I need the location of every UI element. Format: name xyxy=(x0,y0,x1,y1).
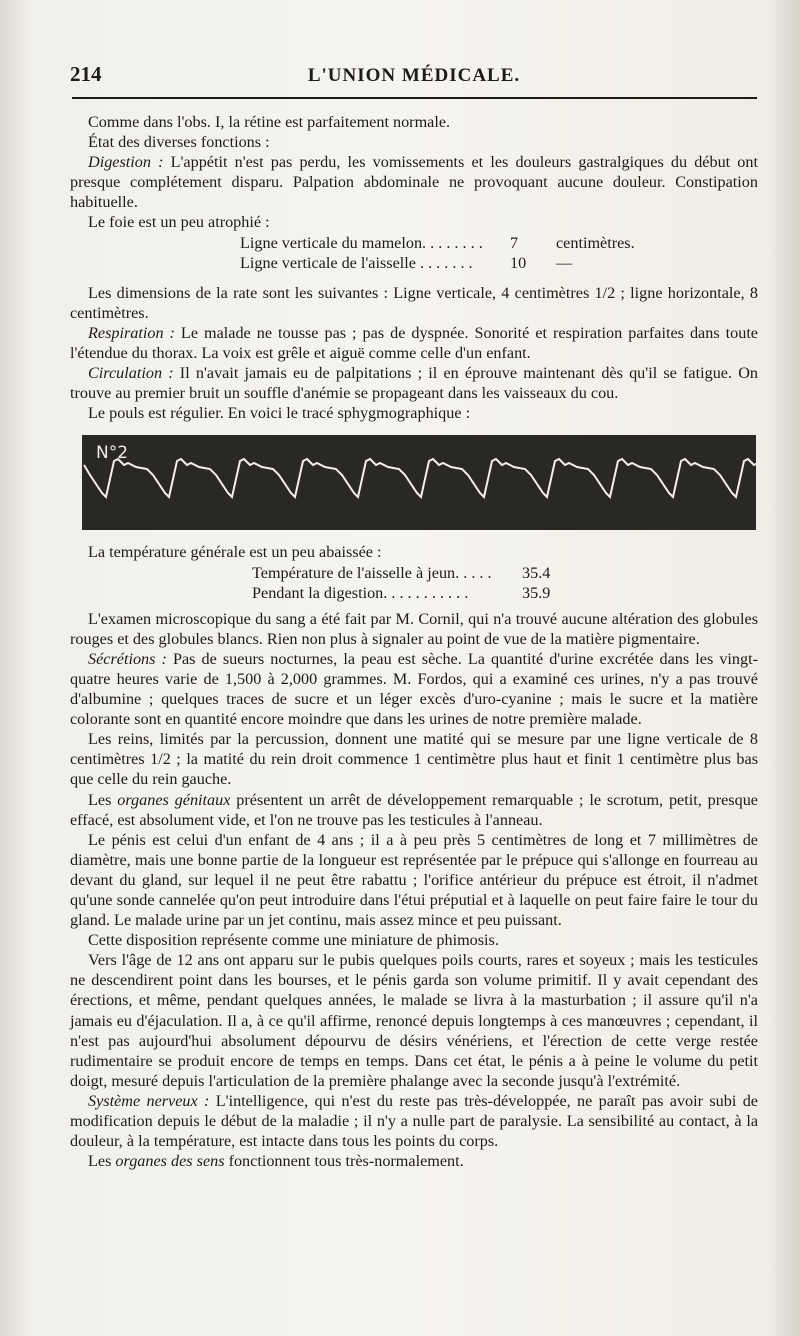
header-rule xyxy=(72,97,757,99)
paragraph: Vers l'âge de 12 ans ont apparu sur le pubis quelques poils courts, rares et soyeux ; mais les testicules ne descendirent point dans les bourses, et le pénis garda son volume primitif. Il y avait cependant des érections, et même, pendant quelques années, le malade se livra à la masturbation ; il assure qu'il n'a jamais eu d'éjaculation. Il a, à ce qu'il affirme, renoncé depuis longtemps à ces manœuvres ; cependant, il n'est pas aujourd'hui absolument dépourvu de désirs vénériens, et l'érection de cette verge restée rudimentaire se produit encore de temps en temps. Dans cet état, le pénis a à peine le volume du petit doigt, mesuré depuis l'articulation de la première phalange avec la seconde jusqu'à l'extrémité. xyxy=(70,951,758,1090)
sphygmograph-tracing xyxy=(82,435,756,530)
section-label: organes des sens xyxy=(115,1152,225,1171)
section-label: Sécrétions : xyxy=(88,649,167,668)
measure-value: 10 xyxy=(510,253,527,272)
measure-label: Pendant la digestion. . . . . . . . . . . xyxy=(252,583,469,602)
running-title: L'UNION MÉDICALE. xyxy=(307,65,521,86)
liver-measurements xyxy=(240,233,758,273)
paragraph-text: fonctionnent tous très-normalement. xyxy=(224,1152,464,1171)
paragraph-text: présentent un arrêt de développement remarquable ; le scrotum, petit, presque effacé, est absolument vide, et l'on ne trouve pas les testicules à l'anneau. xyxy=(70,790,758,829)
paragraph-secretions xyxy=(70,649,758,729)
paragraph-circulation xyxy=(70,363,758,403)
section-label: Système nerveux : xyxy=(88,1091,210,1110)
section-label: organes génitaux xyxy=(117,790,231,809)
measure-label: Ligne verticale du mamelon. . . . . . . . xyxy=(240,233,483,252)
measure-unit: — xyxy=(556,253,573,272)
article-body xyxy=(70,112,758,1171)
paragraph: Les reins, limités par la percussion, donnent une matité qui se mesure par une ligne verticale de 8 centimètres 1/2 ; la matité du rein droit commence 1 centimètre plus haut et finit 1 centimètre plus bas que celle du rein gauche. xyxy=(70,730,758,789)
paragraph-senses: Les organes des sens fonctionnent tous très-normalement. xyxy=(88,1152,464,1171)
temperature-measurements xyxy=(252,563,758,603)
page-number: 214 xyxy=(70,62,102,86)
paragraph: État des diverses fonctions : xyxy=(88,133,270,152)
paragraph: Le foie est un peu atrophié : xyxy=(88,213,270,232)
paragraph: L'examen microscopique du sang a été fait par M. Cornil, qui n'a trouvé aucune altération des globules rouges et des globules blancs. Rien non plus à signaler au point de vue de la matière pigmentaire. xyxy=(70,609,758,648)
page-header xyxy=(70,62,758,92)
paragraph: Le pouls est régulier. En voici le tracé sphygmographique : xyxy=(88,404,471,423)
paragraph: La température générale est un peu abaissée : xyxy=(88,543,382,562)
paragraph-text: Le malade ne tousse pas ; pas de dyspnée. Sonorité et respiration parfaites dans toute l'étendue du thorax. La voix est grêle et aiguë comme celle d'un enfant. xyxy=(70,323,758,363)
section-label: Respiration : xyxy=(88,323,175,342)
paragraph-respiration xyxy=(70,323,758,363)
paragraph: Le pénis est celui d'un enfant de 4 ans ; il a à peu près 5 centimètres de long et 7 millimètres de diamètre, mais une bonne partie de la longueur est représentée par le prépuce qui s'allonge en fourreau au devant du gland, sur lequel il ne peut être rabattu ; l'orifice antérieur du prépuce est étroit, il n'admet qu'une sonde cannelée qu'on peut introduire dans l'étui préputial et à laquelle on peut faire faire le tour du gland. Le malade urine par un jet continu, mais assez mince et peu puissant. xyxy=(70,830,758,930)
measure-value: 35.9 xyxy=(522,583,551,602)
paragraph-text: L'intelligence, qui n'est du reste pas très-développée, ne paraît pas avoir subi de modification depuis le début de la maladie ; il n'y a nulle part de paralysie. La sensibilité au contact, à la douleur, à la température, est intacte dans tous les points du corps. xyxy=(70,1091,758,1151)
paragraph: Les dimensions de la rate sont les suivantes : Ligne verticale, 4 centimètres 1/2 ; ligne horizontale, 8 centimètres. xyxy=(70,283,758,322)
section-label: Digestion : xyxy=(88,153,164,172)
section-label: Circulation : xyxy=(88,364,174,383)
pulse-waveform xyxy=(82,435,756,530)
paragraph-text: Pas de sueurs nocturnes, la peau est sèche. La quantité d'urine excrétée dans les vingt-quatre heures varie de 1,500 à 2,000 grammes. M. Fordos, qui a examiné ces urines, n'y a pas trouvé d'albumine ; quelques traces de sucre et un léger excès d'uro-cyanine ; mais le sucre et la matière colorante sont en quantité encore moindre que dans les urines de notre première malade. xyxy=(70,649,758,729)
paragraph-text: L'appétit n'est pas perdu, les vomissements et les douleurs gastralgiques du début ont presque complétement disparu. Palpation abdominale ne provoquant aucune douleur. Constipation habituelle. xyxy=(70,153,758,212)
paragraph-nervous xyxy=(70,1091,758,1151)
paragraph-genital: Les organes génitaux présentent un arrêt de développement remarquable ; le scrotum, petit, presque effacé, est absolument vide, et l'on ne trouve pas les testicules à l'anneau. xyxy=(70,790,758,829)
measure-value: 7 xyxy=(510,233,519,252)
measure-label: Ligne verticale de l'aisselle . . . . . . . xyxy=(240,253,473,272)
measure-unit: centimètres. xyxy=(556,233,635,252)
paragraph-digestion xyxy=(70,152,758,212)
paragraph-text: Il n'avait jamais eu de palpitations ; il en éprouve maintenant dès qu'il se fatigue. On trouve au premier bruit un souffle d'anémie se propageant dans les vaisseaux du cou. xyxy=(70,364,758,403)
measure-value: 35.4 xyxy=(522,563,551,582)
tracing-label: N°2 xyxy=(96,443,129,464)
paragraph: Comme dans l'obs. I, la rétine est parfaitement normale. xyxy=(88,113,451,131)
paragraph: Cette disposition représente comme une miniature de phimosis. xyxy=(88,931,499,950)
measure-label: Température de l'aisselle à jeun. . . . . xyxy=(252,563,492,582)
